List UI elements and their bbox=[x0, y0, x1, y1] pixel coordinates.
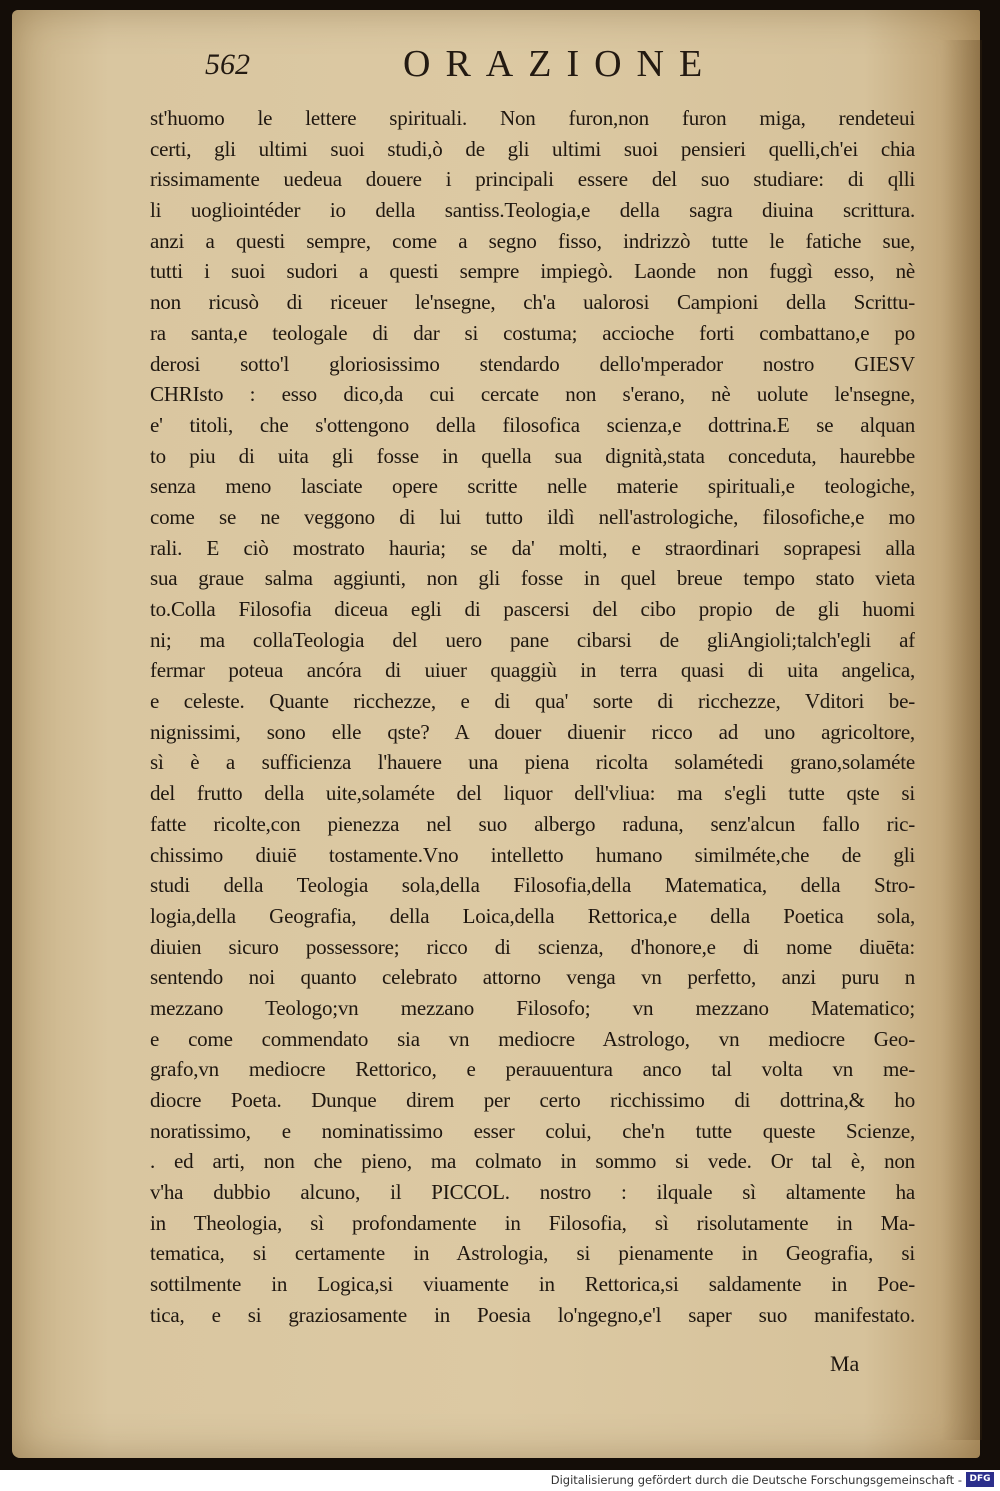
running-head bbox=[205, 42, 745, 98]
text-line: grafo,vn mediocre Rettorico, e perauuentura anco tal volta vn me- bbox=[150, 1057, 915, 1082]
text-line: sottilmente in Logica,si viuamente in Rettorica,si saldamente in Poe- bbox=[150, 1272, 915, 1297]
text-line: certi, gli ultimi suoi studi,ò de gli ultimi suoi pensieri quelli,ch'ei chia bbox=[150, 136, 915, 161]
text-line: mezzano Teologo;vn mezzano Filosofo; vn mezzano Matematico; bbox=[150, 995, 915, 1020]
footer-bar bbox=[0, 1470, 1000, 1491]
text-line: non ricusò di riceuer le'nsegne, ch'a ualorosi Campioni della Scrittu- bbox=[150, 290, 915, 315]
text-line: e come commendato sia vn mediocre Astrologo, vn mediocre Geo- bbox=[150, 1026, 915, 1051]
text-line: ra santa,e teologale di dar si costuma; accioche forti combattano,e po bbox=[150, 320, 915, 345]
body-text bbox=[150, 103, 915, 1331]
text-line: to.Colla Filosofia diceua egli di pascersi del cibo propio de gli huomi bbox=[150, 597, 915, 621]
text-line: st'huomo le lettere spirituali. Non furon,non furon miga, rendeteui bbox=[150, 106, 915, 130]
text-line: senza meno lasciate opere scritte nelle materie spirituali,e teologiche, bbox=[150, 474, 915, 499]
text-line: anzi a questi sempre, come a segno fisso, indrizzò tutte le fatiche sue, bbox=[150, 228, 915, 253]
running-title: ORAZIONE bbox=[403, 43, 718, 85]
text-line: sentendo noi quanto celebrato attorno venga vn perfetto, anzi puru n bbox=[150, 965, 915, 990]
text-line: sua graue salma aggiunti, non gli fosse in quel breue tempo stato vieta bbox=[150, 566, 915, 591]
text-line: nignissimi, sono elle qste? A douer diuenir ricco ad uno agricoltore, bbox=[150, 719, 915, 744]
page-number: 562 bbox=[205, 48, 250, 81]
text-line: tica, e si graziosamente in Poesia lo'ngegno,e'l saper suo manifestato. bbox=[150, 1302, 915, 1327]
text-line: li uogliointéder io della santiss.Teologia,e della sagra diuina scrittura. bbox=[150, 198, 915, 223]
footer-credit: Digitalisierung gefördert durch die Deutsche Forschungsgemeinschaft - bbox=[550, 1473, 962, 1487]
text-line: studi della Teologia sola,della Filosofia,della Matematica, della Stro- bbox=[150, 873, 915, 898]
text-line: del frutto della uite,solaméte del liquor dell'vliua: ma s'egli tutte qste si bbox=[150, 781, 915, 806]
text-line: rali. E ciò mostrato hauria; se da' molti, e straordinari soprapesi alla bbox=[150, 535, 915, 560]
text-line: sì è a sufficienza l'hauere una piena ricolta solamétedi grano,solaméte bbox=[150, 750, 915, 775]
page-gutter-shadow bbox=[942, 40, 982, 1440]
dfg-logo: DFG bbox=[966, 1472, 994, 1487]
text-line: e celeste. Quante ricchezze, e di qua' sorte di ricchezze, Vditori be- bbox=[150, 689, 915, 714]
catchword: Ma bbox=[830, 1351, 860, 1376]
text-line: fermar poteua ancóra di uiuer quaggiù in terra quasi di uita angelica, bbox=[150, 658, 915, 683]
text-line: noratissimo, e nominatissimo esser colui, che'n tutte queste Scienze, bbox=[150, 1118, 915, 1143]
text-line: ni; ma collaTeologia del uero pane cibarsi de gliAngioli;talch'egli af bbox=[150, 627, 915, 652]
text-line: logia,della Geografia, della Loica,della Rettorica,e della Poetica sola, bbox=[150, 903, 915, 928]
text-line: v'ha dubbio alcuno, il PICCOL. nostro : ilquale sì altamente ha bbox=[150, 1180, 915, 1205]
text-line: derosi sotto'l gloriosissimo stendardo dello'mperador nostro GIESV bbox=[150, 351, 915, 376]
text-line: fatte ricolte,con pienezza nel suo albergo raduna, senz'alcun fallo ric- bbox=[150, 811, 915, 836]
text-line: to piu di uita gli fosse in quella sua dignità,stata conceduta, haurebbe bbox=[150, 443, 915, 468]
text-line: e' titoli, che s'ottengono della filosofica scienza,e dottrina.E se alquan bbox=[150, 412, 915, 437]
text-line: diuien sicuro possessore; ricco di scienza, d'honore,e di nome diuēta: bbox=[150, 934, 915, 959]
text-line: tematica, si certamente in Astrologia, si pienamente in Geografia, si bbox=[150, 1241, 915, 1266]
text-line: CHRIsto : esso dico,da cui cercate non s'erano, nè uolute le'nsegne, bbox=[150, 382, 915, 407]
text-line: tutti i suoi sudori a questi sempre impiegò. Laonde non fuggì esso, nè bbox=[150, 259, 915, 284]
text-line: diocre Poeta. Dunque direm per certo ricchissimo di dottrina,& ho bbox=[150, 1088, 915, 1112]
text-line: rissimamente uedeua douere i principali essere del suo studiare: di qlli bbox=[150, 167, 915, 192]
text-line: in Theologia, sì profondamente in Filosofia, sì risolutamente in Ma- bbox=[150, 1210, 915, 1235]
text-line: come se ne veggono di lui tutto ildì nell'astrologiche, filosofiche,e mo bbox=[150, 504, 915, 529]
text-line: . ed arti, non che pieno, ma colmato in sommo si vede. Or tal è, non bbox=[150, 1149, 915, 1174]
text-line: chissimo diuiē tostamente.Vno intelletto humano similméte,che de gli bbox=[150, 842, 915, 867]
